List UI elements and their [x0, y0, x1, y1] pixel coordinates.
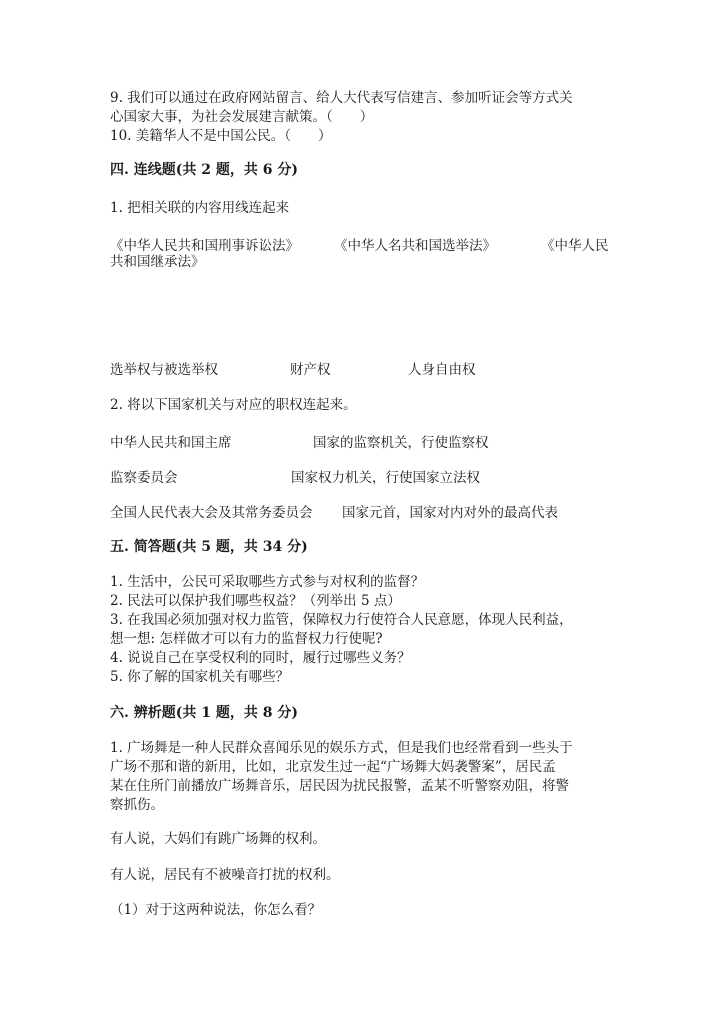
right-election: 选举权与被选举权 — [110, 362, 218, 378]
right-personal-freedom: 人身自由权 — [408, 362, 476, 378]
right-property: 财产权 — [290, 362, 331, 378]
section6-para-line-3: 某在住所门前播放广场舞音乐，居民因为扰民报警，孟某不听警察劝阻，将警 — [110, 778, 569, 794]
organ-npc: 全国人民代表大会及其常务委员会 — [110, 505, 313, 521]
section6-para-line-4: 察抓伤。 — [110, 797, 164, 813]
judge-q9-line1: 9. 我们可以通过在政府网站留言、给人大代表写信建言、参加听证会等方式关 — [110, 90, 573, 106]
judge-q9-line2: 心国家大事，为社会发展建言献策。（ ） — [110, 109, 374, 125]
organ-supervisory-commission: 监察委员会 — [110, 470, 178, 486]
section6-view-2: 有人说，居民有不被噪音打扰的权利。 — [110, 867, 340, 883]
section5-title: 五. 简答题(共 5 题，共 34 分) — [110, 539, 308, 555]
section5-line-6: 5. 你了解的国家机关有哪些？ — [110, 669, 290, 685]
section6-para-line-2: 广场不那和谐的新用，比如，北京发生过一起“广场舞大妈袭警案”，居民孟 — [110, 759, 556, 775]
law-inheritance-start: 《中华人民 — [541, 238, 609, 254]
section4-q1-prompt: 1. 把相关联的内容用线连起来 — [110, 200, 290, 216]
law-election: 《中华人名共和国选举法》 — [334, 238, 496, 254]
section4-q2-prompt: 2. 将以下国家机关与对应的职权连起来。 — [110, 397, 357, 413]
section5-line-4: 想一想: 怎样做才可以有力的监督权力行使呢? — [110, 631, 383, 647]
section6-para-line-1: 1. 广场舞是一种人民群众喜闻乐见的娱乐方式，但是我们也经常看到一些头于 — [110, 740, 573, 756]
section5-line-2: 2. 民法可以保护我们哪些权益？（列举出 5 点） — [110, 593, 401, 609]
section5-line-5: 4. 说说自己在享受权利的同时，履行过哪些义务？ — [110, 650, 411, 666]
section6-view-1: 有人说，大妈们有跳广场舞的权利。 — [110, 831, 326, 847]
power-head-of-state: 国家元首，国家对内对外的最高代表 — [342, 505, 558, 521]
section5-line-3: 3. 在我国必须加强对权力监管，保障权力行使符合人民意愿，体现人民利益， — [110, 612, 573, 628]
section6-sub-question-1: （1）对于这两种说法，你怎么看？ — [110, 902, 322, 918]
law-inheritance-end: 共和国继承法》 — [110, 254, 205, 270]
power-supervision: 国家的监察机关，行使监察权 — [313, 435, 489, 451]
section6-title: 六. 辨析题(共 1 题，共 8 分) — [110, 705, 298, 721]
organ-president: 中华人民共和国主席 — [110, 435, 232, 451]
law-criminal-procedure: 《中华人民共和国刑事诉讼法》 — [110, 238, 299, 254]
power-legislative: 国家权力机关，行使国家立法权 — [291, 470, 480, 486]
section4-title: 四. 连线题(共 2 题，共 6 分) — [110, 162, 298, 178]
section5-line-1: 1. 生活中，公民可采取哪些方式参与对权利的监督？ — [110, 574, 425, 590]
judge-q10: 10. 美籍华人不是中国公民。（ ） — [110, 128, 332, 144]
